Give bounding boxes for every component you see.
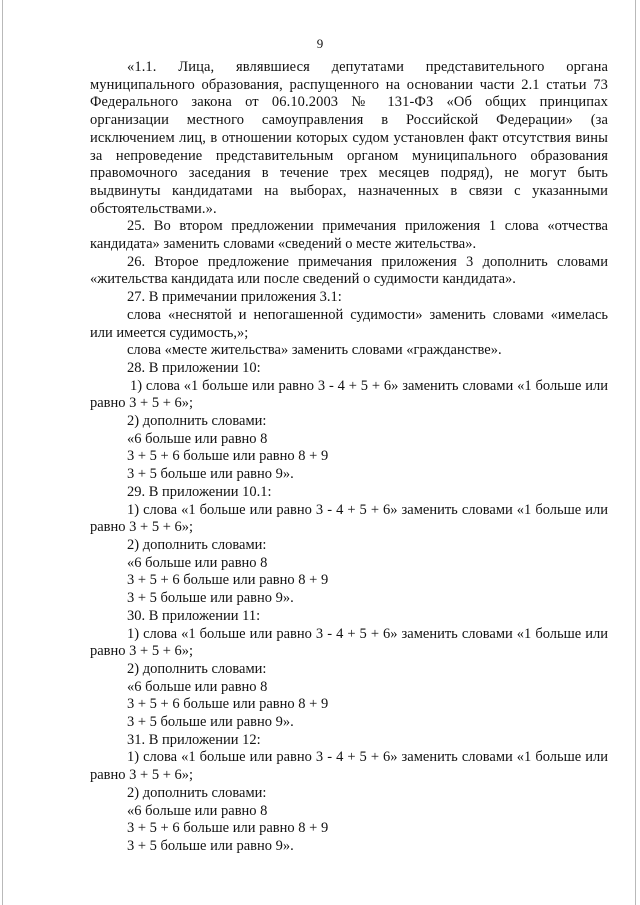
paragraph-29-line-2: 3 + 5 + 6 больше или равно 8 + 9 xyxy=(127,572,329,589)
paragraph-31-line-3: 3 + 5 больше или равно 9». xyxy=(127,837,294,854)
paragraph-27: 27. В примечании приложения 3.1: xyxy=(127,289,342,306)
paragraph-30-line-3: 3 + 5 больше или равно 9». xyxy=(127,714,294,731)
paragraph-28-line-1: «6 больше или равно 8 xyxy=(127,430,268,447)
paragraph-29-item-1: 1) слова «1 больше или равно 3 - 4 + 5 + 6» заменить словами «1 больше или равно 3 + 5 + 6»; xyxy=(90,501,608,536)
paragraph-31: 31. В приложении 12: xyxy=(127,731,261,748)
page-left-edge xyxy=(2,0,3,905)
paragraph-28-item-2: 2) дополнить словами: xyxy=(127,413,267,430)
paragraph-29-item-2: 2) дополнить словами: xyxy=(127,536,267,553)
paragraph-31-line-1: «6 больше или равно 8 xyxy=(127,802,268,819)
paragraph-28-line-2: 3 + 5 + 6 больше или равно 8 + 9 xyxy=(127,448,329,465)
paragraph-28-line-3: 3 + 5 больше или равно 9». xyxy=(127,466,294,483)
paragraph-28: 28. В приложении 10: xyxy=(127,359,261,376)
paragraph-30-item-1: 1) слова «1 больше или равно 3 - 4 + 5 + 6» заменить словами «1 больше или равно 3 + 5 + 6»; xyxy=(90,625,608,660)
paragraph-28-item-1: 1) слова «1 больше или равно 3 - 4 + 5 + 6» заменить словами «1 больше или равно 3 + 5 + 6»; xyxy=(90,377,608,412)
paragraph-1-1: «1.1. Лица, являвшиеся депутатами представительного органа муниципального образования, распущенного на основании части 2.1 статьи 73 Федерального закона от 06.10.2003 № 131-ФЗ «Об общих принципах организации местного самоуправления в Российской Федерации» (за исключением лиц, в отношении которых судом установлен факт отсутствия вины за непроведение представительным органом муниципального образования правомочного заседания в течение трех месяцев подряд), не могут быть выдвинуты кандидатами на выборах, назначенных в связи с указанными обстоятельствами.». xyxy=(90,59,608,217)
page-right-edge xyxy=(635,0,636,905)
paragraph-29-line-3: 3 + 5 больше или равно 9». xyxy=(127,590,294,607)
paragraph-29: 29. В приложении 10.1: xyxy=(127,483,272,500)
paragraph-30-item-2: 2) дополнить словами: xyxy=(127,660,267,677)
paragraph-31-line-2: 3 + 5 + 6 больше или равно 8 + 9 xyxy=(127,820,329,837)
document-body xyxy=(90,59,608,856)
paragraph-25: 25. Во втором предложении примечания приложения 1 слова «отчества кандидата» заменить словами «сведений о месте жительства». xyxy=(90,218,608,253)
paragraph-27-words-2: слова «месте жительства» заменить словами «гражданстве». xyxy=(127,342,502,359)
paragraph-30-line-1: «6 больше или равно 8 xyxy=(127,678,268,695)
page-number: 9 xyxy=(316,36,324,51)
paragraph-30: 30. В приложении 11: xyxy=(127,607,261,624)
paragraph-29-line-1: «6 больше или равно 8 xyxy=(127,554,268,571)
paragraph-31-item-2: 2) дополнить словами: xyxy=(127,784,267,801)
paragraph-30-line-2: 3 + 5 + 6 больше или равно 8 + 9 xyxy=(127,696,329,713)
paragraph-26: 26. Второе предложение примечания приложения 3 дополнить словами «жительства кандидата или после сведений о судимости кандидата». xyxy=(90,253,608,288)
paragraph-27-words-1: слова «неснятой и непогашенной судимости» заменить словами «имелась или имеется судимость,»; xyxy=(90,306,608,341)
paragraph-31-item-1: 1) слова «1 больше или равно 3 - 4 + 5 + 6» заменить словами «1 больше или равно 3 + 5 + 6»; xyxy=(90,749,608,784)
